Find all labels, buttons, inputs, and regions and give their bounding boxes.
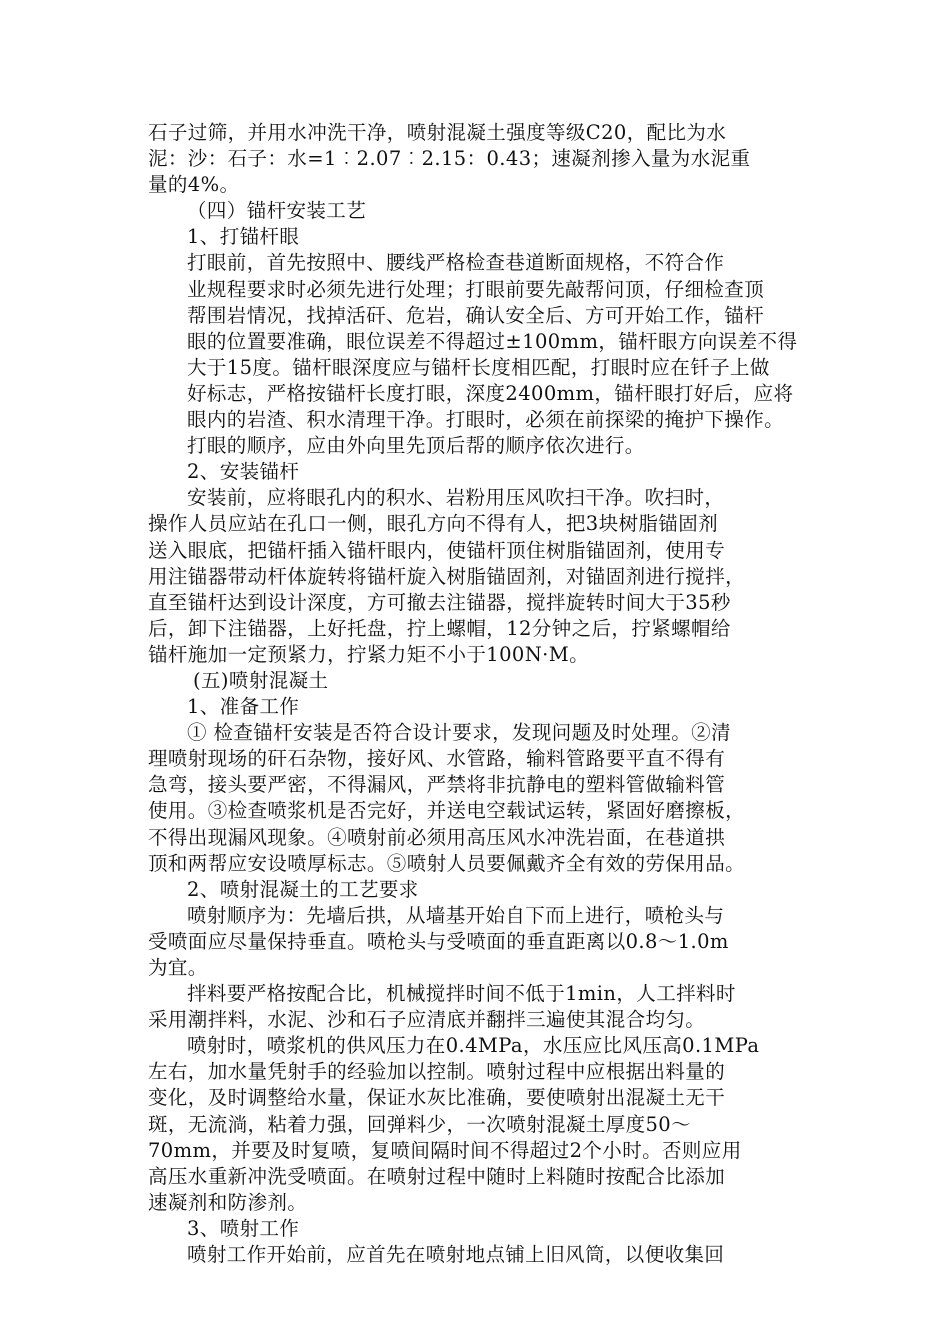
paragraph-drill-holes: [148, 250, 808, 459]
section-heading-anchor-installation: （四）锚杆安装工艺: [187, 199, 367, 223]
paragraph-mix-ratio: [148, 120, 808, 198]
text-line: 不得出现漏风现象。④喷射前必须用高压风水冲洗岩面，在巷道拱: [148, 825, 726, 849]
section-heading-shotcrete: (五)喷射混凝土: [193, 668, 329, 692]
text-line: 安装前，应将眼孔内的积水、岩粉用压风吹扫干净。吹扫时，: [187, 486, 725, 510]
text-line: 急弯，接头要严密，不得漏风，严禁将非抗静电的塑料管做输料管: [148, 773, 726, 797]
text-line: 顶和两帮应安设喷厚标志。⑤喷射人员要佩戴齐全有效的劳保用品。: [148, 851, 746, 875]
text-line: 高压水重新冲洗受喷面。在喷射过程中随时上料随时按配合比添加: [148, 1164, 726, 1188]
text-line: 操作人员应站在孔口一侧，眼孔方向不得有人，把3块树脂锚固剂: [148, 512, 719, 536]
text-line: 拌料要严格按配合比，机械搅拌时间不低于1min，人工拌料时: [187, 982, 736, 1006]
text-line: ① 检查锚杆安装是否符合设计要求，发现问题及时处理。②清: [187, 721, 731, 745]
text-line: 使用。③检查喷浆机是否完好，并送电空载试运转，紧固好磨擦板，: [148, 799, 746, 823]
text-line: 70mm，并要及时复喷，复喷间隔时间不得超过2个小时。否则应用: [148, 1138, 742, 1162]
paragraph-preparation: [148, 720, 808, 877]
paragraph-spray-order: [148, 903, 808, 981]
paragraph-install-anchor: [148, 485, 808, 668]
text-line: 打眼的顺序，应由外向里先顶后帮的顺序依次进行。: [187, 434, 645, 458]
subheading-drill-holes: 1、打锚杆眼: [187, 225, 300, 249]
text-line: 喷射工作开始前，应首先在喷射地点铺上旧风筒，以便收集回: [187, 1243, 725, 1267]
text-line: 喷射顺序为：先墙后拱，从墙基开始自下而上进行，喷枪头与: [187, 903, 725, 927]
text-line: 泥：沙：石子：水=1︰2.07︰2.15：0.43；速凝剂掺入量为水泥重: [148, 147, 751, 171]
paragraph-spray-work: [148, 1242, 808, 1268]
text-line: 眼内的岩渣、积水清理干净。打眼时，必须在前探梁的掩护下操作。: [187, 408, 785, 432]
text-line: 变化，及时调整给水量，保证水灰比准确，要使喷射出混凝土无干: [148, 1086, 726, 1110]
text-line: 速凝剂和防渗剂。: [148, 1190, 308, 1214]
text-line: 量的4%。: [148, 173, 240, 197]
subheading-install-anchor: 2、安装锚杆: [187, 460, 300, 484]
text-line: 帮围岩情况，找掉活矸、危岩，确认安全后、方可开始工作，锚杆: [187, 303, 765, 327]
text-line: 石子过筛，并用水冲洗干净，喷射混凝土强度等级C20，配比为水: [148, 121, 727, 144]
text-line: 后，卸下注锚器，上好托盘，拧上螺帽，12分钟之后，拧紧螺帽给: [148, 616, 731, 640]
text-line: 采用潮拌料，水泥、沙和石子应清底并翻拌三遍使其混合均匀。: [148, 1008, 706, 1032]
text-line: 好标志，严格按锚杆长度打眼，深度2400mm，锚杆眼打好后，应将: [187, 381, 794, 405]
text-line: 大于15度。锚杆眼深度应与锚杆长度相匹配，打眼时应在钎子上做: [187, 355, 770, 379]
paragraph-spraying: [148, 1033, 808, 1216]
text-line: 理喷射现场的矸石杂物，接好风、水管路，输料管路要平直不得有: [148, 747, 726, 771]
text-line: 用注锚器带动杆体旋转将锚杆旋入树脂锚固剂，对锚固剂进行搅拌，: [148, 564, 746, 588]
text-line: 左右，加水量凭射手的经验加以控制。喷射过程中应根据出料量的: [148, 1060, 726, 1084]
text-line: 业规程要求时必须先进行处理；打眼前要先敲帮问顶，仔细检查顶: [187, 277, 765, 301]
text-line: 斑，无流淌，粘着力强，回弹料少，一次喷射混凝土厚度50～: [148, 1112, 692, 1136]
text-line: 受喷面应尽量保持垂直。喷枪头与受喷面的垂直距离以0.8～1.0m: [148, 929, 729, 953]
text-line: 直至锚杆达到设计深度，方可撤去注锚器，搅拌旋转时间大于35秒: [148, 590, 731, 614]
subheading-process-requirements: 2、喷射混凝土的工艺要求: [187, 877, 419, 901]
text-line: 眼的位置要准确，眼位误差不得超过±100mm，锚杆眼方向误差不得: [187, 329, 798, 353]
text-line: 打眼前，首先按照中、腰线严格检查巷道断面规格，不符合作: [187, 251, 725, 275]
subheading-spray-work: 3、喷射工作: [187, 1216, 300, 1240]
text-line: 喷射时，喷浆机的供风压力在0.4MPa，水压应比风压高0.1MPa: [187, 1034, 760, 1058]
subheading-preparation: 1、准备工作: [187, 695, 300, 719]
text-line: 锚杆施加一定预紧力，拧紧力矩不小于100N·M。: [148, 642, 590, 666]
text-line: 为宜。: [148, 956, 208, 979]
paragraph-mixing: [148, 981, 808, 1033]
text-line: 送入眼底，把锚杆插入锚杆眼内，使锚杆顶住树脂锚固剂，使用专: [148, 538, 726, 562]
document-page: [148, 120, 808, 1268]
